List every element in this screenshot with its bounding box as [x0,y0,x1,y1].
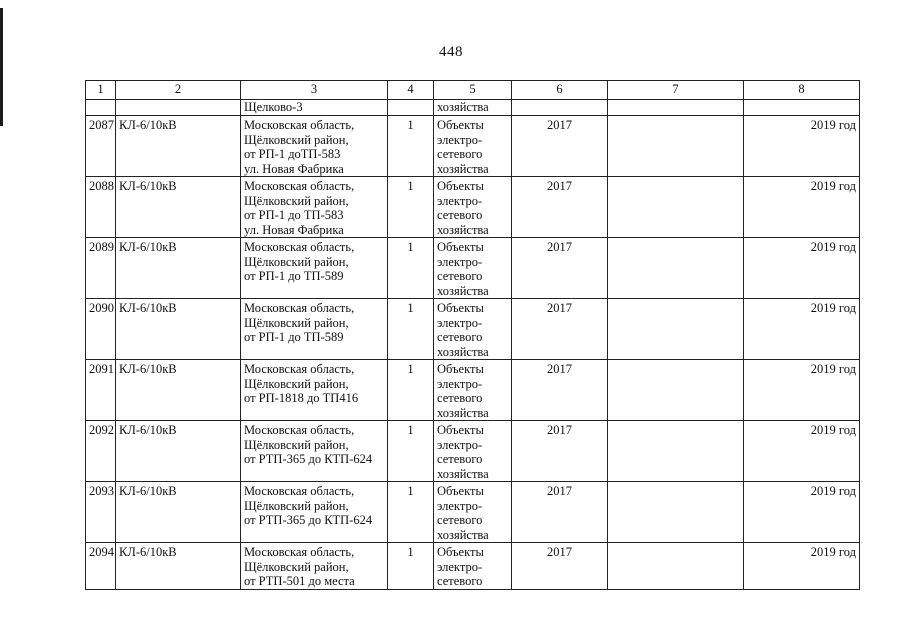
category-line: сетевого [437,147,483,161]
table-row [86,543,860,590]
cell-number: 2087 [86,116,116,177]
column-number-row [86,81,860,100]
cell-quantity: 1 [388,116,434,177]
table-row [86,116,860,177]
location-line: Щёлковский район, [244,498,349,513]
column-header-6: 6 [512,81,608,100]
cell-name: КЛ-6/10кВ [116,421,241,482]
location-line: Щёлковский район, [244,315,349,330]
cell-end-date [744,100,860,116]
cell-category [434,116,512,177]
cell-end-date: 2019 год [744,543,860,590]
register-table [85,80,860,590]
cell-column-7 [608,543,744,590]
location-line: Щелково-3 [244,100,303,114]
category-line: сетевого [437,330,483,344]
cell-year: 2017 [512,238,608,299]
category-line: хозяйства [437,344,489,359]
category-line: Объекты [437,179,484,193]
category-line: электро- [437,498,483,513]
cell-column-7 [608,116,744,177]
location-line: Щёлковский район, [244,437,349,452]
cell-location [241,238,388,299]
location-line: Щёлковский район, [244,132,349,147]
cell-number: 2093 [86,482,116,543]
cell-quantity: 1 [388,543,434,590]
location-line: от РП-1 доТП-583 [244,147,341,161]
category-line: электро- [437,437,483,452]
location-line: Щёлковский район, [244,376,349,391]
column-header-5: 5 [434,81,512,100]
cell-name: КЛ-6/10кВ [116,543,241,590]
table-row [86,360,860,421]
cell-location [241,177,388,238]
category-line: хозяйства [437,466,489,481]
cell-quantity: 1 [388,238,434,299]
location-line: от РТП-501 до места [244,574,355,588]
register-table-body [86,100,860,590]
cell-quantity [388,100,434,116]
cell-year: 2017 [512,116,608,177]
column-header-4: 4 [388,81,434,100]
location-line: Московская область, [244,484,355,498]
table-row [86,421,860,482]
location-line: Московская область, [244,240,355,254]
location-line: Московская область, [244,118,355,132]
location-line: Московская область, [244,423,355,437]
cell-column-7 [608,100,744,116]
cell-end-date: 2019 год [744,238,860,299]
category-line: Объекты [437,301,484,315]
location-line: Щёлковский район, [244,193,349,208]
cell-quantity: 1 [388,421,434,482]
continuation-row [86,100,860,116]
cell-category [434,360,512,421]
cell-year: 2017 [512,543,608,590]
location-line: Московская область, [244,545,355,559]
category-line: сетевого [437,208,483,222]
cell-location [241,100,388,116]
cell-quantity: 1 [388,360,434,421]
category-line: Объекты [437,118,484,132]
cell-quantity: 1 [388,177,434,238]
cell-name [116,100,241,116]
binding-edge-mark [0,8,3,126]
cell-number: 2092 [86,421,116,482]
cell-location [241,543,388,590]
category-line: хозяйства [437,283,489,298]
location-line: от РП-1818 до ТП416 [244,391,359,405]
category-line: сетевого [437,269,483,283]
cell-location [241,299,388,360]
category-line: электро- [437,559,483,574]
cell-end-date: 2019 год [744,421,860,482]
cell-category [434,177,512,238]
cell-column-7 [608,238,744,299]
cell-name: КЛ-6/10кВ [116,299,241,360]
location-line: ул. Новая Фабрика [244,222,344,237]
category-line: электро- [437,376,483,391]
cell-name: КЛ-6/10кВ [116,116,241,177]
category-line: электро- [437,132,483,147]
cell-year: 2017 [512,360,608,421]
cell-column-7 [608,299,744,360]
category-line: хозяйства [437,405,489,420]
table-row [86,238,860,299]
cell-year: 2017 [512,299,608,360]
column-header-7: 7 [608,81,744,100]
location-line: Щёлковский район, [244,559,349,574]
category-line: сетевого [437,452,483,466]
cell-number: 2094 [86,543,116,590]
category-line: Объекты [437,362,484,376]
location-line: от РТП-365 до КТП-624 [244,452,373,466]
cell-name: КЛ-6/10кВ [116,177,241,238]
cell-number: 2088 [86,177,116,238]
cell-year: 2017 [512,177,608,238]
location-line: от РП-1 до ТП-589 [244,330,344,344]
cell-year: 2017 [512,482,608,543]
cell-column-7 [608,482,744,543]
cell-column-7 [608,360,744,421]
cell-category [434,238,512,299]
cell-category [434,421,512,482]
cell-end-date: 2019 год [744,177,860,238]
cell-year: 2017 [512,421,608,482]
column-header-1: 1 [86,81,116,100]
cell-location [241,116,388,177]
cell-location [241,482,388,543]
category-line: хозяйства [437,161,489,176]
table-row [86,482,860,543]
category-line: сетевого [437,513,483,527]
cell-category [434,482,512,543]
category-line: Объекты [437,545,484,559]
cell-number: 2091 [86,360,116,421]
cell-quantity: 1 [388,482,434,543]
cell-column-7 [608,421,744,482]
cell-number [86,100,116,116]
column-header-8: 8 [744,81,860,100]
cell-end-date: 2019 год [744,360,860,421]
location-line: Московская область, [244,301,355,315]
location-line: Московская область, [244,362,355,376]
cell-end-date: 2019 год [744,116,860,177]
cell-name: КЛ-6/10кВ [116,482,241,543]
cell-end-date: 2019 год [744,299,860,360]
location-line: Щёлковский район, [244,254,349,269]
cell-number: 2089 [86,238,116,299]
page-number: 448 [439,44,463,60]
category-line: Объекты [437,423,484,437]
location-line: от РТП-365 до КТП-624 [244,513,373,527]
category-line: электро- [437,193,483,208]
cell-location [241,360,388,421]
cell-category [434,100,512,116]
cell-category [434,299,512,360]
cell-number: 2090 [86,299,116,360]
table-row [86,177,860,238]
cell-name: КЛ-6/10кВ [116,238,241,299]
cell-column-7 [608,177,744,238]
table-row [86,299,860,360]
location-line: от РП-1 до ТП-583 [244,208,344,222]
category-line: сетевого [437,574,483,588]
category-line: Объекты [437,484,484,498]
category-line: хозяйства [437,527,489,542]
cell-category [434,543,512,590]
cell-location [241,421,388,482]
category-line: электро- [437,254,483,269]
cell-quantity: 1 [388,299,434,360]
category-line: хозяйства [437,222,489,237]
category-line: сетевого [437,391,483,405]
cell-end-date: 2019 год [744,482,860,543]
category-line: хозяйства [437,100,489,114]
location-line: Московская область, [244,179,355,193]
column-header-3: 3 [241,81,388,100]
category-line: Объекты [437,240,484,254]
column-header-2: 2 [116,81,241,100]
cell-name: КЛ-6/10кВ [116,360,241,421]
location-line: ул. Новая Фабрика [244,161,344,176]
category-line: электро- [437,315,483,330]
cell-year [512,100,608,116]
location-line: от РП-1 до ТП-589 [244,269,344,283]
